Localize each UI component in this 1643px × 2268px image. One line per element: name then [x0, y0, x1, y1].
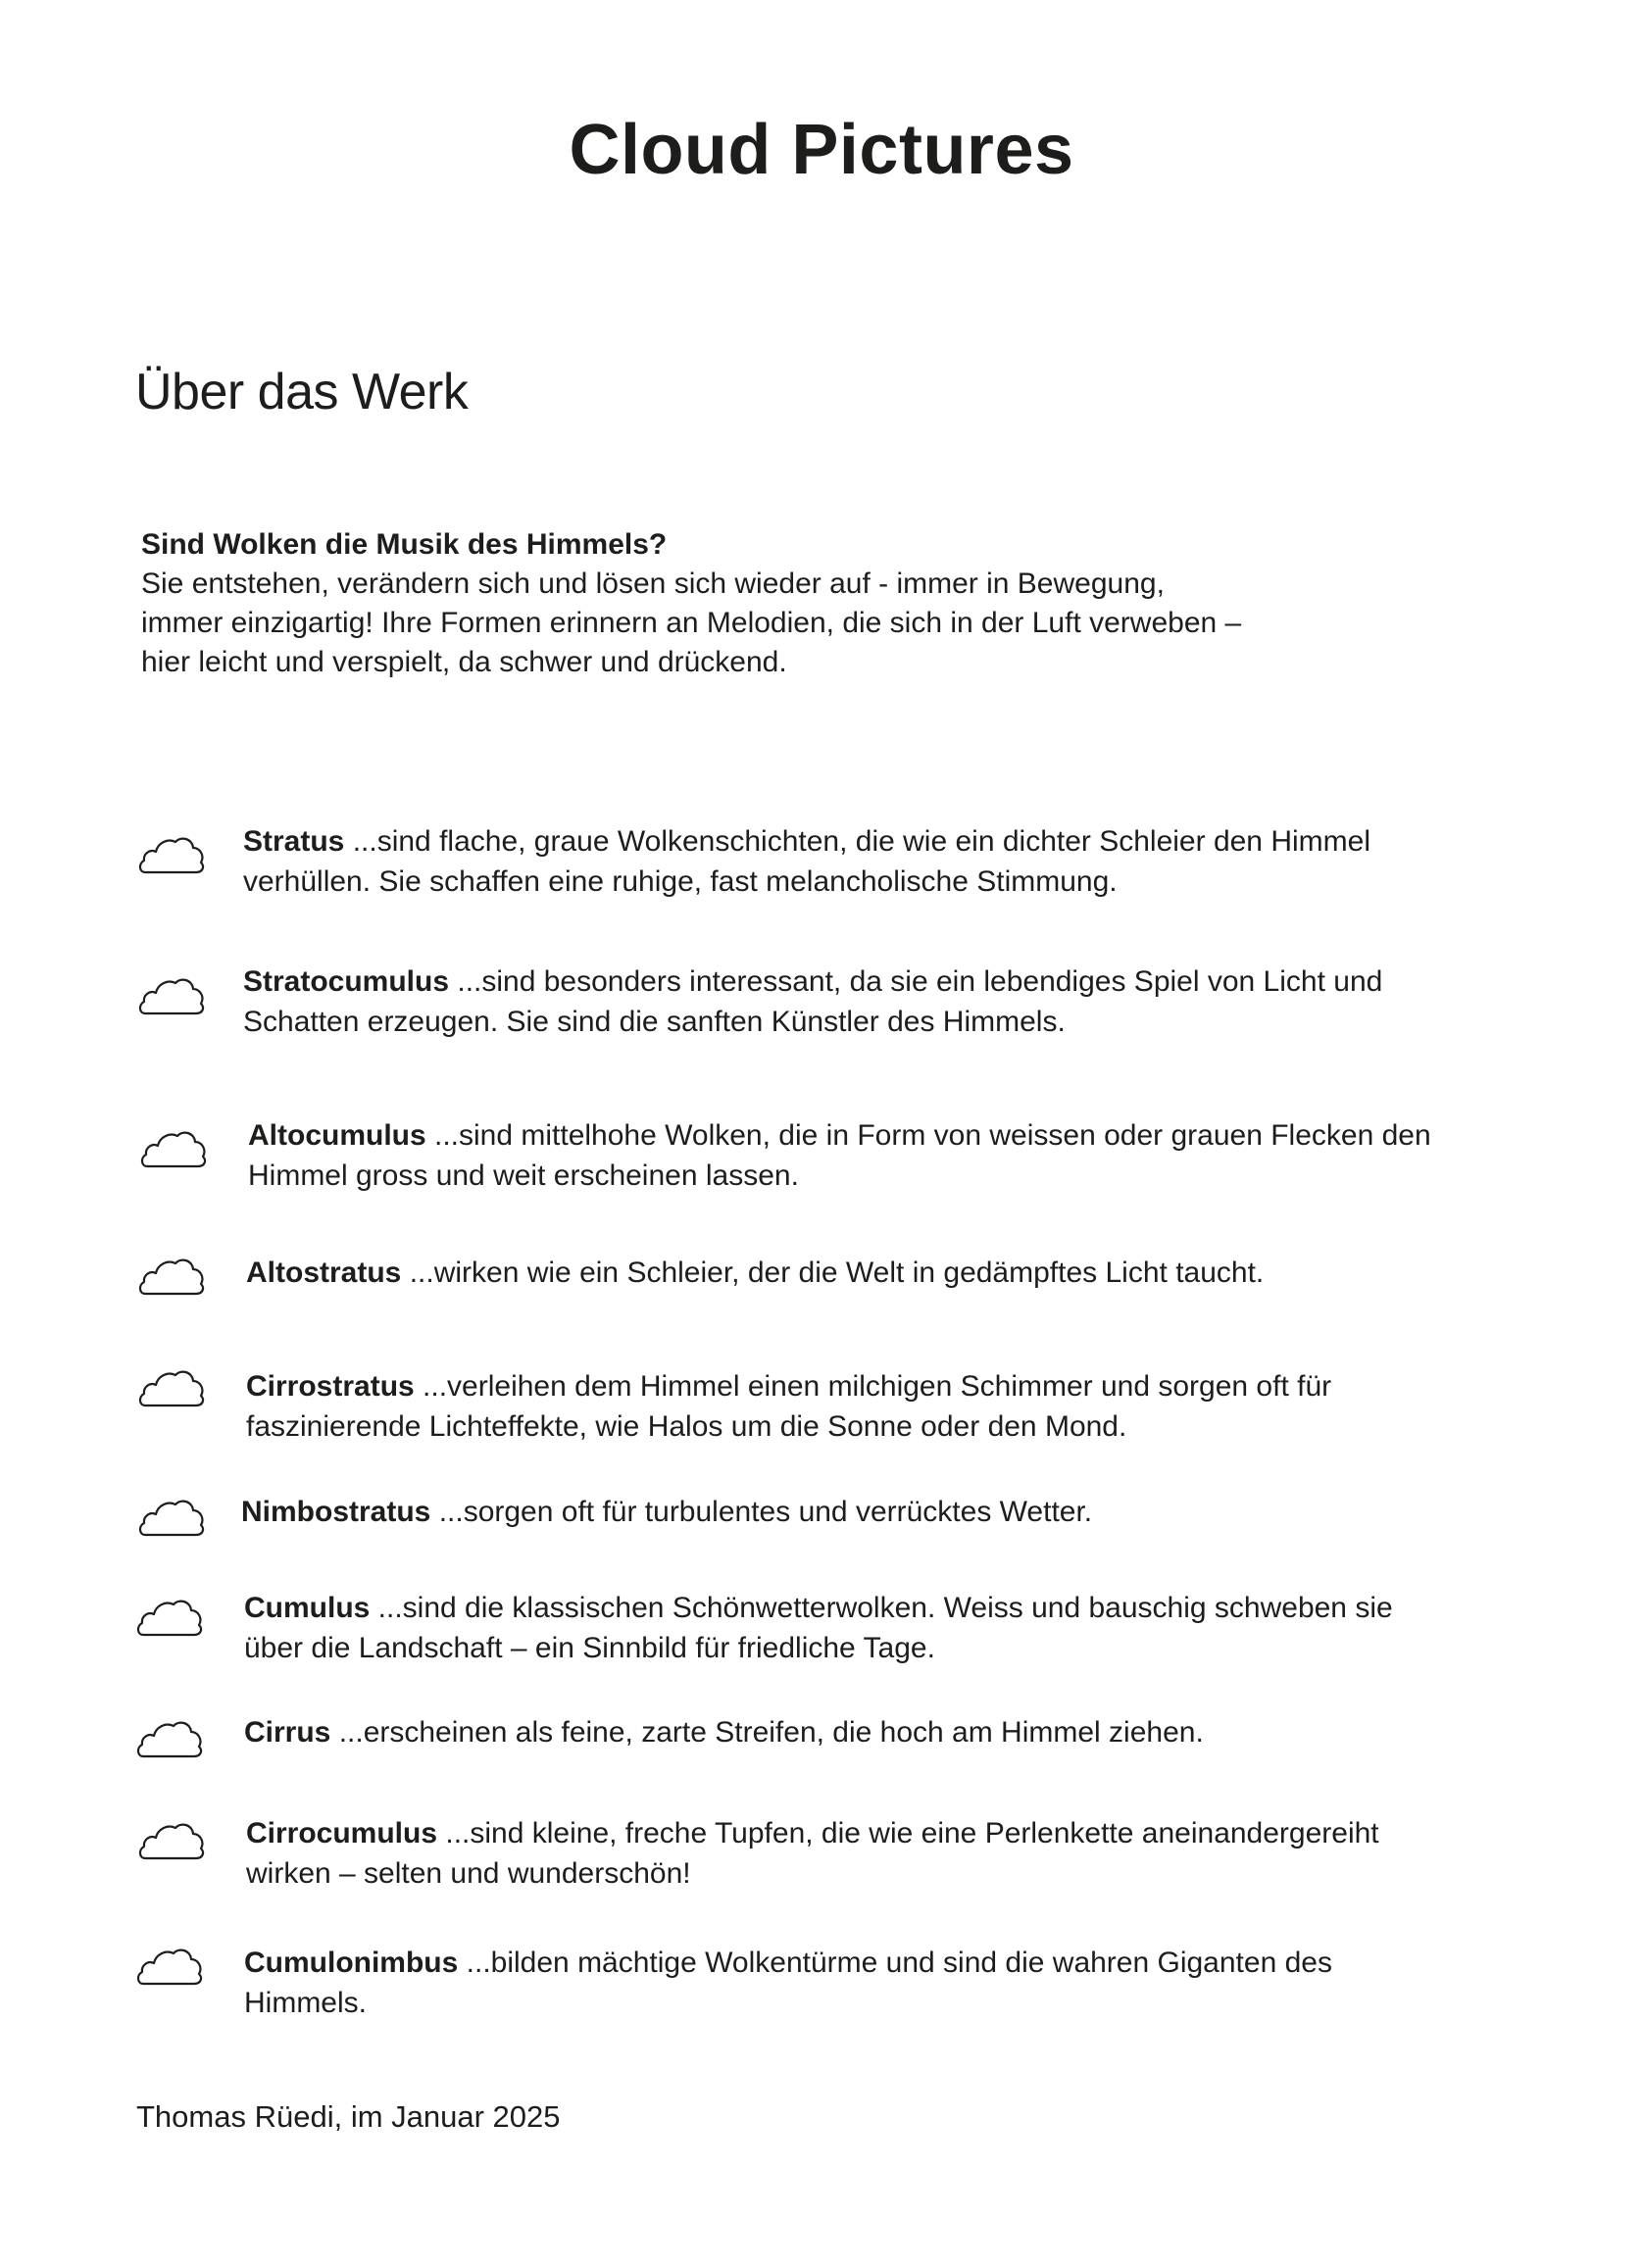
cloud-outline-icon — [139, 1127, 208, 1170]
cloud-text: ...sind besonders interessant, da sie ein lebendiges Spiel von Licht und Schatten erzeugen. Sie sind die sanften Künstler des Himmels. — [243, 965, 1383, 1038]
cloud-outline-icon — [137, 1255, 206, 1298]
intro-question: Sind Wolken die Musik des Himmels? — [141, 528, 668, 561]
cloud-name: Cirrocumulus — [246, 1817, 438, 1849]
cloud-outline-icon — [137, 1366, 206, 1409]
intro-line: hier leicht und verspielt, da schwer und drückend. — [141, 646, 787, 678]
cloud-text: ...sorgen oft für turbulentes und verrücktes Wetter. — [430, 1496, 1093, 1528]
intro-line: Sie entstehen, verändern sich und lösen sich wieder auf - immer in Bewegung, — [141, 567, 1165, 600]
cloud-name: Nimbostratus — [241, 1496, 431, 1528]
cloud-outline-icon — [135, 1717, 204, 1760]
page-title: Cloud Pictures — [569, 111, 1074, 189]
cloud-text: ...wirken wie ein Schleier, der die Welt in gedämpftes Licht taucht. — [401, 1257, 1265, 1289]
cloud-text: ...sind mittelhohe Wolken, die in Form von weissen oder grauen Flecken den Himmel gross und weit erscheinen lassen. — [248, 1119, 1431, 1192]
cloud-text: ...sind die klassischen Schönwetterwolken. Weiss und bauschig schweben sie über die Landschaft – ein Sinnbild für friedliche Tage. — [244, 1592, 1393, 1664]
cloud-description — [248, 1115, 1444, 1196]
cloud-text: ...verleihen dem Himmel einen milchigen Schimmer und sorgen oft für faszinierende Lichteffekte, wie Halos um die Sonne oder den Mond. — [246, 1370, 1332, 1443]
cloud-text: ...bilden mächtige Wolkentürme und sind die wahren Giganten des Himmels. — [244, 1947, 1332, 2019]
cloud-name: Cumulonimbus — [244, 1947, 459, 1979]
cloud-description — [246, 1253, 1442, 1293]
cloud-name: Cumulus — [244, 1592, 371, 1624]
cloud-name: Altostratus — [246, 1257, 402, 1289]
intro-paragraph — [141, 525, 1376, 682]
cloud-outline-icon — [137, 974, 206, 1017]
cloud-description — [244, 1712, 1440, 1752]
cloud-outline-icon — [135, 1945, 204, 1988]
cloud-text: ...sind kleine, freche Tupfen, die wie eine Perlenkette aneinandergereiht wirken – selten und wunderschön! — [246, 1817, 1379, 1890]
cloud-outline-icon — [135, 1596, 204, 1639]
cloud-description — [244, 1943, 1440, 2023]
cloud-description — [246, 1813, 1442, 1894]
cloud-description — [244, 1588, 1440, 1668]
signature: Thomas Rüedi, im Januar 2025 — [136, 2099, 561, 2134]
intro-line: immer einzigartig! Ihre Formen erinnern an Melodien, die sich in der Luft verweben – — [141, 607, 1242, 639]
cloud-name: Altocumulus — [248, 1119, 426, 1152]
cloud-description — [246, 1366, 1442, 1447]
section-heading: Über das Werk — [135, 364, 469, 420]
cloud-description — [243, 821, 1439, 902]
cloud-text: ...sind flache, graue Wolkenschichten, die wie ein dichter Schleier den Himmel verhüllen. Sie schaffen eine ruhige, fast melancholische Stimmung. — [243, 825, 1370, 898]
cloud-name: Stratocumulus — [243, 965, 450, 998]
cloud-text: ...erscheinen als feine, zarte Streifen, die hoch am Himmel ziehen. — [330, 1716, 1204, 1749]
cloud-name: Cirrostratus — [246, 1370, 415, 1403]
cloud-outline-icon — [137, 1496, 206, 1539]
cloud-description — [241, 1492, 1437, 1532]
cloud-outline-icon — [137, 1819, 206, 1862]
cloud-name: Cirrus — [244, 1716, 331, 1749]
cloud-name: Stratus — [243, 825, 345, 858]
cloud-outline-icon — [137, 833, 206, 876]
cloud-description — [243, 961, 1439, 1042]
